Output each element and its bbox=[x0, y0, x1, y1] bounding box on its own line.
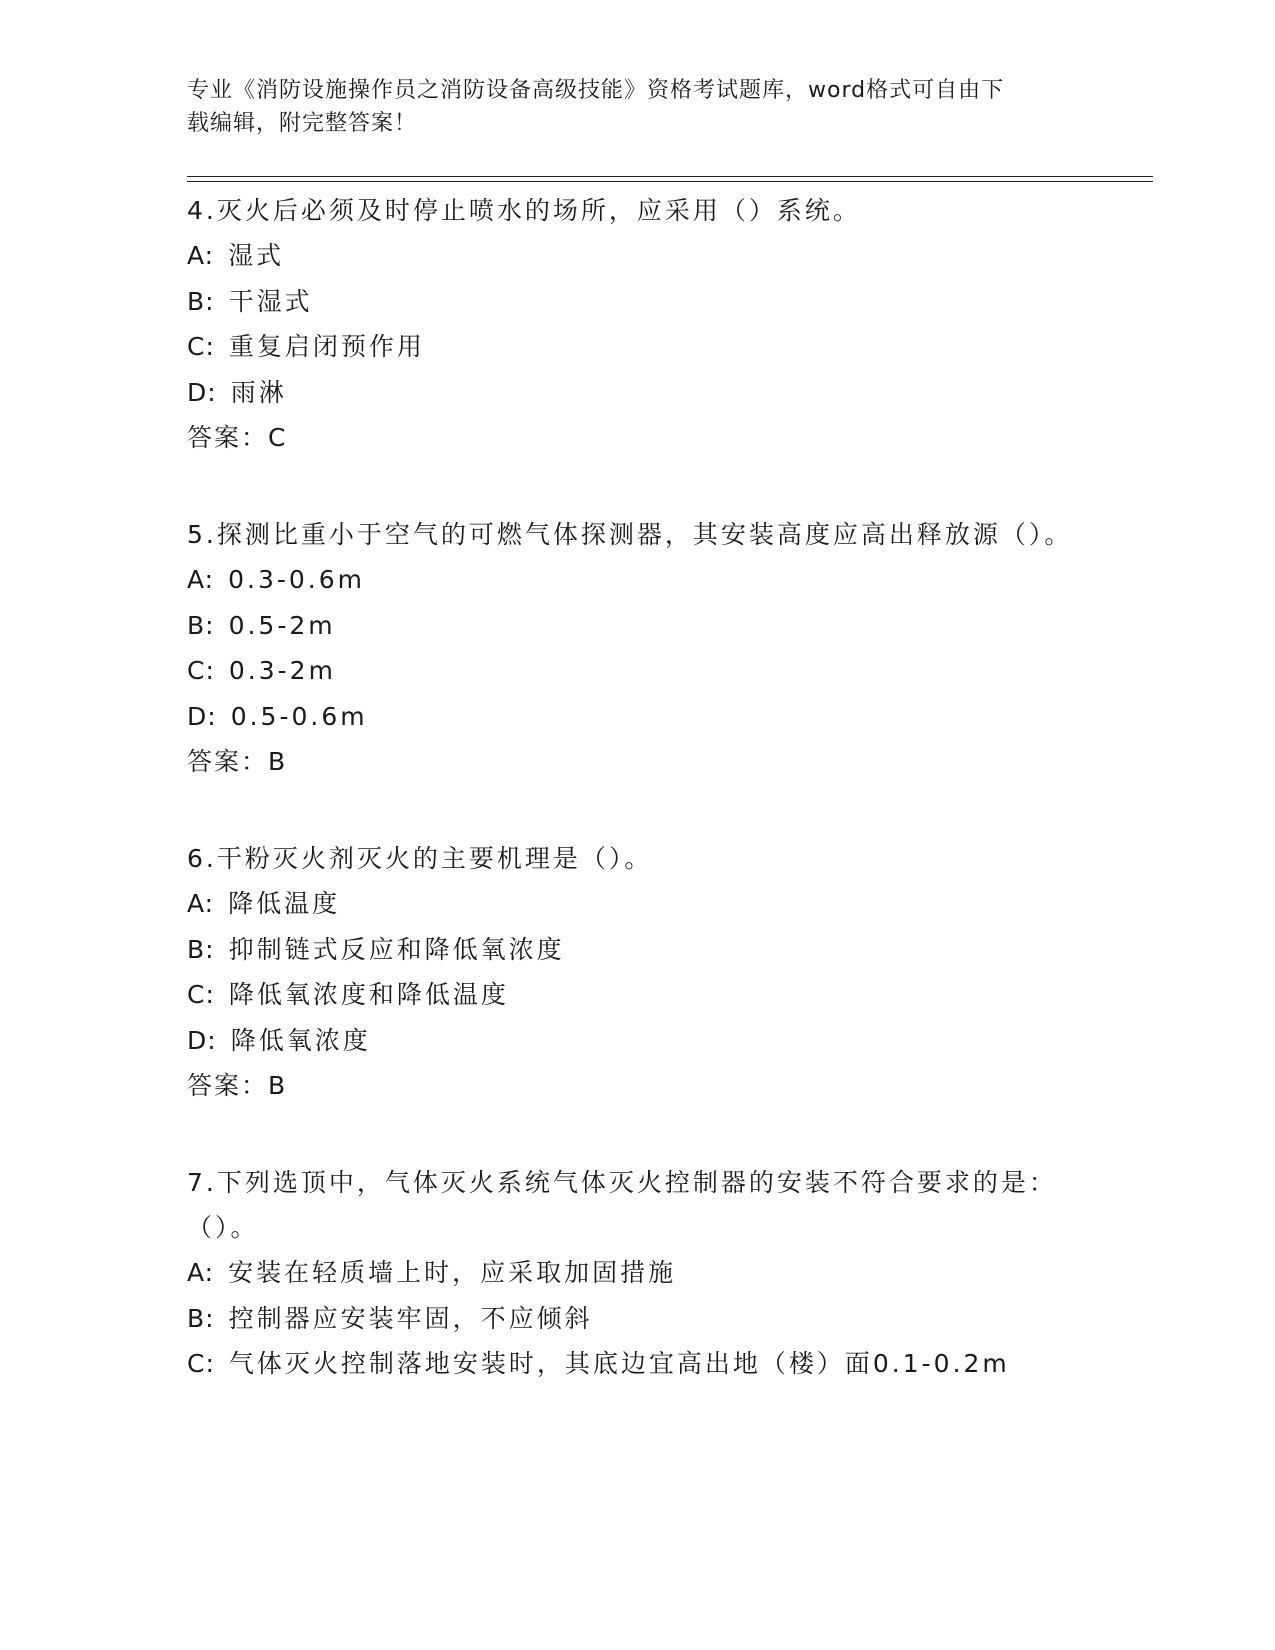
answer-label: 答案： bbox=[187, 423, 269, 452]
document-header bbox=[187, 74, 1067, 140]
header-divider-top bbox=[187, 176, 1153, 177]
answer-line bbox=[187, 1063, 1087, 1108]
option-text: 重复启闭预作用 bbox=[228, 332, 425, 361]
option-text: 降低温度 bbox=[228, 889, 341, 918]
option-b: B: 抑制链式反应和降低氧浓度 bbox=[187, 934, 565, 964]
option-a: A: 安装在轻质墙上时，应采取加固措施 bbox=[187, 1258, 677, 1287]
option-text: 降低氧浓度和降低温度 bbox=[228, 980, 509, 1009]
option-text: 气体灭火控制落地安装时，其底边宜高出地（楼）面0.1-0.2m bbox=[228, 1349, 1010, 1378]
option-b: B: 干湿式 bbox=[187, 286, 313, 316]
option-b: B: 控制器应安装牢固，不应倾斜 bbox=[187, 1303, 593, 1333]
answer-value: B bbox=[268, 747, 288, 776]
option-text: 0.3-0.6m bbox=[228, 565, 365, 594]
header-line-2: 载编辑，附完整答案！ bbox=[187, 111, 418, 136]
option-c: C: 气体灭火控制落地安装时，其底边宜高出地（楼）面0.1-0.2m bbox=[187, 1349, 1010, 1378]
option-c: C: 0.3-2m bbox=[187, 656, 336, 685]
option-text: 安装在轻质墙上时，应采取加固措施 bbox=[228, 1258, 677, 1287]
option-d: D: 0.5-0.6m bbox=[187, 701, 368, 731]
question-6 bbox=[187, 836, 1087, 1108]
option-d: D: 雨淋 bbox=[187, 377, 287, 407]
answer-line bbox=[187, 739, 1087, 784]
question-7 bbox=[187, 1160, 1087, 1387]
option-c: C: 重复启闭预作用 bbox=[187, 332, 425, 361]
option-text: 0.3-2m bbox=[228, 656, 336, 685]
question-4 bbox=[187, 188, 1087, 460]
option-text: 干湿式 bbox=[228, 286, 313, 316]
option-text: 降低氧浓度 bbox=[230, 1025, 371, 1055]
answer-label: 答案： bbox=[187, 1071, 269, 1100]
answer-value: B bbox=[268, 1071, 288, 1100]
option-a: A: 0.3-0.6m bbox=[187, 565, 365, 594]
question-list bbox=[187, 188, 1087, 1387]
question-stem: 4.灭火后必须及时停止喷水的场所，应采用（）系统。 bbox=[187, 196, 861, 225]
option-text: 湿式 bbox=[228, 241, 285, 270]
question-stem: 5.探测比重小于空气的可燃气体探测器，其安装高度应高出释放源（）。 bbox=[187, 520, 1073, 549]
option-a: A: 降低温度 bbox=[187, 889, 341, 918]
option-text: 控制器应安装牢固，不应倾斜 bbox=[228, 1303, 593, 1333]
option-d: D: 降低氧浓度 bbox=[187, 1025, 371, 1055]
header-line-1: 专业《消防设施操作员之消防设备高级技能》资格考试题库，word格式可自由下 bbox=[187, 78, 1005, 103]
answer-label: 答案： bbox=[187, 747, 269, 776]
question-stem: 6.干粉灭火剂灭火的主要机理是（）。 bbox=[187, 844, 653, 873]
option-text: 雨淋 bbox=[230, 377, 287, 407]
option-a: A: 湿式 bbox=[187, 241, 285, 270]
option-b: B: 0.5-2m bbox=[187, 610, 336, 640]
question-stem: 7.下列选顶中，气体灭火系统气体灭火控制器的安装不符合要求的是：（）。 bbox=[187, 1168, 1057, 1242]
option-text: 0.5-0.6m bbox=[230, 701, 368, 731]
answer-value: C bbox=[268, 423, 288, 452]
answer-line bbox=[187, 415, 1087, 460]
question-5 bbox=[187, 512, 1087, 784]
option-text: 0.5-2m bbox=[228, 610, 336, 640]
option-c: C: 降低氧浓度和降低温度 bbox=[187, 980, 509, 1009]
header-divider-bottom bbox=[187, 181, 1153, 182]
option-text: 抑制链式反应和降低氧浓度 bbox=[228, 934, 565, 964]
